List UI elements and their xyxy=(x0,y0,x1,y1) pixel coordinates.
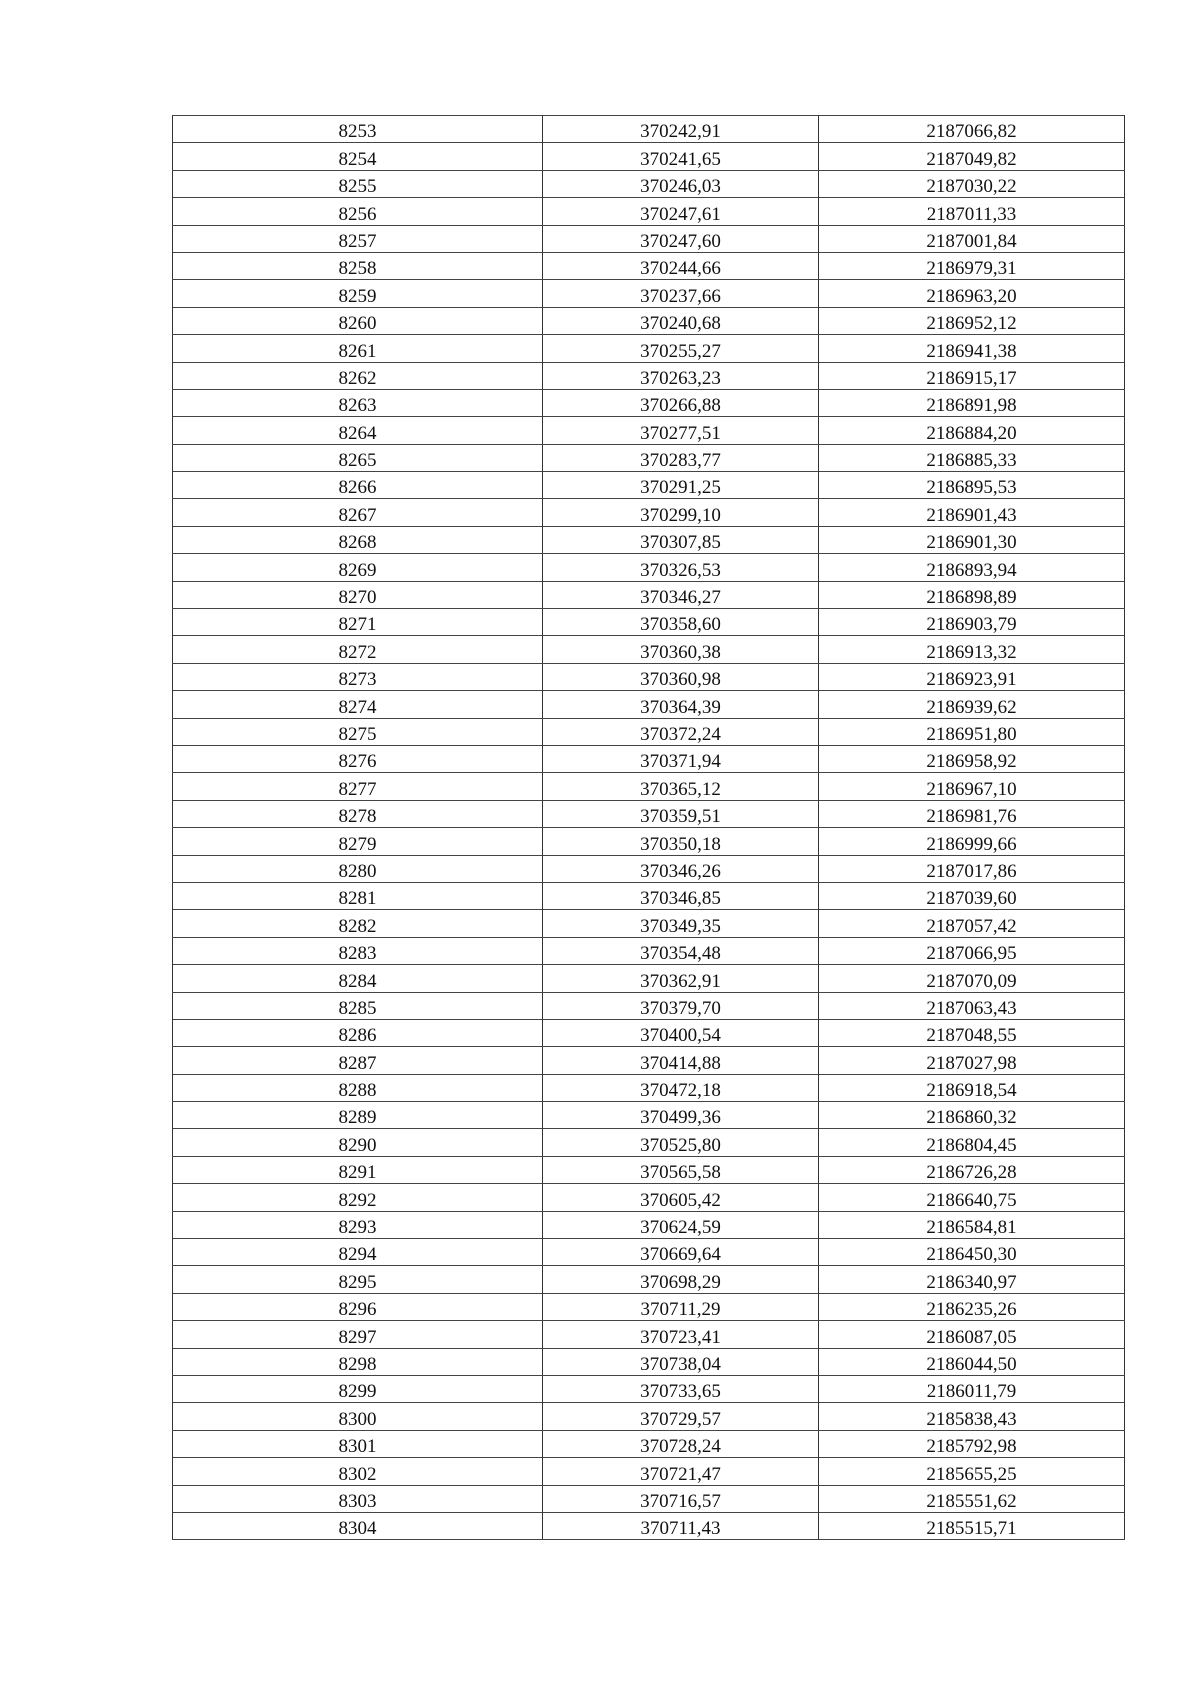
point-number-cell: 8265 xyxy=(173,444,543,471)
x-coordinate-cell: 370711,29 xyxy=(543,1293,819,1320)
x-coordinate-cell: 370358,60 xyxy=(543,609,819,636)
table-row xyxy=(173,1074,1125,1101)
point-number-cell: 8256 xyxy=(173,198,543,225)
table-row xyxy=(173,252,1125,279)
y-coordinate-cell: 2186893,94 xyxy=(819,554,1125,581)
y-coordinate-cell: 2186087,05 xyxy=(819,1321,1125,1348)
x-coordinate-cell: 370350,18 xyxy=(543,828,819,855)
y-coordinate-cell: 2186804,45 xyxy=(819,1129,1125,1156)
table-row xyxy=(173,937,1125,964)
point-number-cell: 8288 xyxy=(173,1074,543,1101)
y-coordinate-cell: 2186901,43 xyxy=(819,499,1125,526)
point-number-cell: 8260 xyxy=(173,307,543,334)
point-number-cell: 8267 xyxy=(173,499,543,526)
point-number-cell: 8257 xyxy=(173,225,543,252)
x-coordinate-cell: 370360,38 xyxy=(543,636,819,663)
point-number-cell: 8281 xyxy=(173,882,543,909)
y-coordinate-cell: 2186450,30 xyxy=(819,1239,1125,1266)
y-coordinate-cell: 2187070,09 xyxy=(819,965,1125,992)
y-coordinate-cell: 2186726,28 xyxy=(819,1156,1125,1183)
point-number-cell: 8268 xyxy=(173,526,543,553)
point-number-cell: 8277 xyxy=(173,773,543,800)
table-row xyxy=(173,389,1125,416)
point-number-cell: 8285 xyxy=(173,992,543,1019)
x-coordinate-cell: 370728,24 xyxy=(543,1430,819,1457)
table-row xyxy=(173,581,1125,608)
point-number-cell: 8263 xyxy=(173,389,543,416)
x-coordinate-cell: 370371,94 xyxy=(543,745,819,772)
x-coordinate-cell: 370733,65 xyxy=(543,1375,819,1402)
table-row xyxy=(173,198,1125,225)
y-coordinate-cell: 2186891,98 xyxy=(819,389,1125,416)
x-coordinate-cell: 370277,51 xyxy=(543,417,819,444)
table-row xyxy=(173,499,1125,526)
point-number-cell: 8271 xyxy=(173,609,543,636)
point-number-cell: 8298 xyxy=(173,1348,543,1375)
table-row xyxy=(173,362,1125,389)
coordinates-table xyxy=(172,115,1125,1540)
y-coordinate-cell: 2187048,55 xyxy=(819,1019,1125,1046)
y-coordinate-cell: 2186939,62 xyxy=(819,691,1125,718)
point-number-cell: 8299 xyxy=(173,1375,543,1402)
point-number-cell: 8258 xyxy=(173,252,543,279)
point-number-cell: 8292 xyxy=(173,1184,543,1211)
y-coordinate-cell: 2185655,25 xyxy=(819,1458,1125,1485)
y-coordinate-cell: 2186584,81 xyxy=(819,1211,1125,1238)
y-coordinate-cell: 2186640,75 xyxy=(819,1184,1125,1211)
y-coordinate-cell: 2186340,97 xyxy=(819,1266,1125,1293)
table-row xyxy=(173,1403,1125,1430)
x-coordinate-cell: 370291,25 xyxy=(543,472,819,499)
point-number-cell: 8284 xyxy=(173,965,543,992)
y-coordinate-cell: 2187063,43 xyxy=(819,992,1125,1019)
y-coordinate-cell: 2186941,38 xyxy=(819,335,1125,362)
y-coordinate-cell: 2186999,66 xyxy=(819,828,1125,855)
table-row xyxy=(173,691,1125,718)
table-row xyxy=(173,663,1125,690)
y-coordinate-cell: 2187027,98 xyxy=(819,1047,1125,1074)
x-coordinate-cell: 370364,39 xyxy=(543,691,819,718)
x-coordinate-cell: 370346,26 xyxy=(543,855,819,882)
x-coordinate-cell: 370237,66 xyxy=(543,280,819,307)
y-coordinate-cell: 2185551,62 xyxy=(819,1485,1125,1512)
table-row xyxy=(173,609,1125,636)
point-number-cell: 8276 xyxy=(173,745,543,772)
point-number-cell: 8279 xyxy=(173,828,543,855)
table-row xyxy=(173,1430,1125,1457)
y-coordinate-cell: 2187017,86 xyxy=(819,855,1125,882)
y-coordinate-cell: 2186885,33 xyxy=(819,444,1125,471)
x-coordinate-cell: 370349,35 xyxy=(543,910,819,937)
point-number-cell: 8254 xyxy=(173,143,543,170)
x-coordinate-cell: 370624,59 xyxy=(543,1211,819,1238)
x-coordinate-cell: 370711,43 xyxy=(543,1512,819,1539)
table-row xyxy=(173,444,1125,471)
table-row xyxy=(173,554,1125,581)
x-coordinate-cell: 370240,68 xyxy=(543,307,819,334)
point-number-cell: 8274 xyxy=(173,691,543,718)
point-number-cell: 8300 xyxy=(173,1403,543,1430)
y-coordinate-cell: 2186044,50 xyxy=(819,1348,1125,1375)
x-coordinate-cell: 370472,18 xyxy=(543,1074,819,1101)
x-coordinate-cell: 370414,88 xyxy=(543,1047,819,1074)
y-coordinate-cell: 2185792,98 xyxy=(819,1430,1125,1457)
x-coordinate-cell: 370365,12 xyxy=(543,773,819,800)
table-row xyxy=(173,910,1125,937)
point-number-cell: 8296 xyxy=(173,1293,543,1320)
x-coordinate-cell: 370716,57 xyxy=(543,1485,819,1512)
y-coordinate-cell: 2186918,54 xyxy=(819,1074,1125,1101)
table-row xyxy=(173,1102,1125,1129)
y-coordinate-cell: 2186898,89 xyxy=(819,581,1125,608)
coordinates-table-body xyxy=(173,116,1125,1540)
point-number-cell: 8293 xyxy=(173,1211,543,1238)
x-coordinate-cell: 370242,91 xyxy=(543,116,819,143)
table-row xyxy=(173,636,1125,663)
table-row xyxy=(173,1184,1125,1211)
x-coordinate-cell: 370565,58 xyxy=(543,1156,819,1183)
point-number-cell: 8286 xyxy=(173,1019,543,1046)
y-coordinate-cell: 2186958,92 xyxy=(819,745,1125,772)
x-coordinate-cell: 370379,70 xyxy=(543,992,819,1019)
table-row xyxy=(173,526,1125,553)
table-row xyxy=(173,745,1125,772)
x-coordinate-cell: 370354,48 xyxy=(543,937,819,964)
point-number-cell: 8302 xyxy=(173,1458,543,1485)
point-number-cell: 8295 xyxy=(173,1266,543,1293)
point-number-cell: 8266 xyxy=(173,472,543,499)
point-number-cell: 8278 xyxy=(173,800,543,827)
x-coordinate-cell: 370372,24 xyxy=(543,718,819,745)
x-coordinate-cell: 370738,04 xyxy=(543,1348,819,1375)
point-number-cell: 8290 xyxy=(173,1129,543,1156)
x-coordinate-cell: 370283,77 xyxy=(543,444,819,471)
point-number-cell: 8294 xyxy=(173,1239,543,1266)
point-number-cell: 8253 xyxy=(173,116,543,143)
x-coordinate-cell: 370263,23 xyxy=(543,362,819,389)
point-number-cell: 8275 xyxy=(173,718,543,745)
table-row xyxy=(173,1047,1125,1074)
table-row xyxy=(173,828,1125,855)
y-coordinate-cell: 2187057,42 xyxy=(819,910,1125,937)
x-coordinate-cell: 370244,66 xyxy=(543,252,819,279)
y-coordinate-cell: 2186923,91 xyxy=(819,663,1125,690)
table-row xyxy=(173,855,1125,882)
y-coordinate-cell: 2186915,17 xyxy=(819,362,1125,389)
point-number-cell: 8273 xyxy=(173,663,543,690)
x-coordinate-cell: 370360,98 xyxy=(543,663,819,690)
y-coordinate-cell: 2186901,30 xyxy=(819,526,1125,553)
y-coordinate-cell: 2185838,43 xyxy=(819,1403,1125,1430)
y-coordinate-cell: 2186967,10 xyxy=(819,773,1125,800)
x-coordinate-cell: 370307,85 xyxy=(543,526,819,553)
table-row xyxy=(173,143,1125,170)
x-coordinate-cell: 370326,53 xyxy=(543,554,819,581)
point-number-cell: 8269 xyxy=(173,554,543,581)
x-coordinate-cell: 370241,65 xyxy=(543,143,819,170)
table-row xyxy=(173,1211,1125,1238)
table-row xyxy=(173,1019,1125,1046)
y-coordinate-cell: 2185515,71 xyxy=(819,1512,1125,1539)
point-number-cell: 8291 xyxy=(173,1156,543,1183)
point-number-cell: 8280 xyxy=(173,855,543,882)
y-coordinate-cell: 2186952,12 xyxy=(819,307,1125,334)
y-coordinate-cell: 2187011,33 xyxy=(819,198,1125,225)
table-row xyxy=(173,1512,1125,1539)
table-row xyxy=(173,1348,1125,1375)
x-coordinate-cell: 370721,47 xyxy=(543,1458,819,1485)
x-coordinate-cell: 370247,61 xyxy=(543,198,819,225)
y-coordinate-cell: 2186895,53 xyxy=(819,472,1125,499)
point-number-cell: 8262 xyxy=(173,362,543,389)
table-row xyxy=(173,800,1125,827)
y-coordinate-cell: 2187066,82 xyxy=(819,116,1125,143)
y-coordinate-cell: 2186235,26 xyxy=(819,1293,1125,1320)
point-number-cell: 8255 xyxy=(173,170,543,197)
y-coordinate-cell: 2187066,95 xyxy=(819,937,1125,964)
y-coordinate-cell: 2187030,22 xyxy=(819,170,1125,197)
point-number-cell: 8287 xyxy=(173,1047,543,1074)
table-row xyxy=(173,1321,1125,1348)
point-number-cell: 8270 xyxy=(173,581,543,608)
point-number-cell: 8282 xyxy=(173,910,543,937)
y-coordinate-cell: 2186913,32 xyxy=(819,636,1125,663)
x-coordinate-cell: 370247,60 xyxy=(543,225,819,252)
y-coordinate-cell: 2187049,82 xyxy=(819,143,1125,170)
x-coordinate-cell: 370346,27 xyxy=(543,581,819,608)
table-row xyxy=(173,1239,1125,1266)
x-coordinate-cell: 370723,41 xyxy=(543,1321,819,1348)
point-number-cell: 8301 xyxy=(173,1430,543,1457)
table-row xyxy=(173,417,1125,444)
y-coordinate-cell: 2186011,79 xyxy=(819,1375,1125,1402)
point-number-cell: 8297 xyxy=(173,1321,543,1348)
table-row xyxy=(173,170,1125,197)
y-coordinate-cell: 2186884,20 xyxy=(819,417,1125,444)
table-row xyxy=(173,1375,1125,1402)
table-row xyxy=(173,116,1125,143)
table-row xyxy=(173,1485,1125,1512)
point-number-cell: 8289 xyxy=(173,1102,543,1129)
point-number-cell: 8304 xyxy=(173,1512,543,1539)
x-coordinate-cell: 370246,03 xyxy=(543,170,819,197)
table-row xyxy=(173,992,1125,1019)
x-coordinate-cell: 370698,29 xyxy=(543,1266,819,1293)
point-number-cell: 8259 xyxy=(173,280,543,307)
point-number-cell: 8272 xyxy=(173,636,543,663)
table-row xyxy=(173,1293,1125,1320)
y-coordinate-cell: 2187039,60 xyxy=(819,882,1125,909)
table-row xyxy=(173,225,1125,252)
table-row xyxy=(173,335,1125,362)
table-row xyxy=(173,280,1125,307)
table-row xyxy=(173,472,1125,499)
x-coordinate-cell: 370346,85 xyxy=(543,882,819,909)
table-row xyxy=(173,1266,1125,1293)
table-row xyxy=(173,1458,1125,1485)
x-coordinate-cell: 370605,42 xyxy=(543,1184,819,1211)
table-row xyxy=(173,718,1125,745)
point-number-cell: 8264 xyxy=(173,417,543,444)
point-number-cell: 8283 xyxy=(173,937,543,964)
y-coordinate-cell: 2186981,76 xyxy=(819,800,1125,827)
y-coordinate-cell: 2187001,84 xyxy=(819,225,1125,252)
x-coordinate-cell: 370362,91 xyxy=(543,965,819,992)
y-coordinate-cell: 2186963,20 xyxy=(819,280,1125,307)
x-coordinate-cell: 370669,64 xyxy=(543,1239,819,1266)
y-coordinate-cell: 2186979,31 xyxy=(819,252,1125,279)
y-coordinate-cell: 2186903,79 xyxy=(819,609,1125,636)
point-number-cell: 8303 xyxy=(173,1485,543,1512)
y-coordinate-cell: 2186860,32 xyxy=(819,1102,1125,1129)
table-row xyxy=(173,1156,1125,1183)
x-coordinate-cell: 370400,54 xyxy=(543,1019,819,1046)
x-coordinate-cell: 370255,27 xyxy=(543,335,819,362)
table-row xyxy=(173,773,1125,800)
point-number-cell: 8261 xyxy=(173,335,543,362)
table-row xyxy=(173,1129,1125,1156)
x-coordinate-cell: 370266,88 xyxy=(543,389,819,416)
x-coordinate-cell: 370299,10 xyxy=(543,499,819,526)
table-row xyxy=(173,965,1125,992)
x-coordinate-cell: 370499,36 xyxy=(543,1102,819,1129)
x-coordinate-cell: 370359,51 xyxy=(543,800,819,827)
table-row xyxy=(173,307,1125,334)
x-coordinate-cell: 370525,80 xyxy=(543,1129,819,1156)
y-coordinate-cell: 2186951,80 xyxy=(819,718,1125,745)
table-row xyxy=(173,882,1125,909)
x-coordinate-cell: 370729,57 xyxy=(543,1403,819,1430)
